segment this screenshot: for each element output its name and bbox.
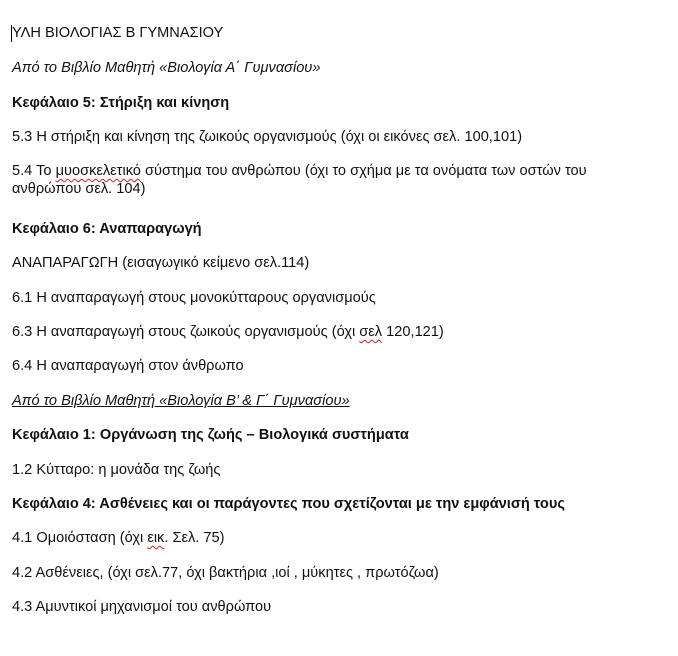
item-6-4: 6.4 Η αναπαραγωγή στον άνθρωπο (12, 358, 244, 374)
chapter-1-heading: Κεφάλαιο 1: Οργάνωση της ζωής – Βιολογικά συστήματα (12, 427, 409, 443)
item-4-1 (12, 529, 225, 547)
item-4-1-suffix: . Σελ. 75) (164, 530, 225, 546)
source-book-a: Από το Βιβλίο Μαθητή «Βιολογία Α΄ Γυμνασίου» (12, 60, 321, 76)
item-6-1: 6.1 Η αναπαραγωγή στους μονοκύτταρους οργανισμούς (12, 290, 376, 306)
spellcheck-flagged-word[interactable]: μυοσκελετικό (55, 163, 141, 179)
spellcheck-flagged-word[interactable]: σελ (359, 324, 383, 340)
item-5-4-suffix: σύστημα του ανθρώπου (όχι το σχήμα με τα ονόματα των οστών του ανθρώπου σελ. 104) (12, 163, 587, 197)
source-book-b: Από το Βιβλίο Μαθητή «Βιολογία Β’ & Γ΄ Γυμνασίου» (12, 393, 350, 409)
reproduction-intro: ΑΝΑΠΑΡΑΓΩΓΗ (εισαγωγικό κείμενο σελ.114) (12, 255, 310, 271)
item-4-1-prefix: 4.1 Ομοιόσταση (όχι (12, 530, 148, 546)
chapter-4-heading: Κεφάλαιο 4: Ασθένειες και οι παράγοντες που σχετίζονται με την εμφάνισή τους (12, 496, 565, 512)
chapter-6-heading: Κεφάλαιο 6: Αναπαραγωγή (12, 221, 202, 237)
document-title: ΥΛΗ ΒΙΟΛΟΓΙΑΣ Β ΓΥΜΝΑΣΙΟΥ (12, 25, 224, 41)
item-5-4 (12, 162, 612, 198)
item-6-3-suffix: 120,121) (382, 324, 444, 340)
item-5-3: 5.3 Η στήριξη και κίνηση της ζωικούς οργανισμούς (όχι οι εικόνες σελ. 100,101) (12, 129, 523, 145)
chapter-5-heading: Κεφάλαιο 5: Στήριξη και κίνηση (12, 95, 230, 111)
item-6-3-prefix: 6.3 Η αναπαραγωγή στους ζωικούς οργανισμούς (όχι (12, 324, 360, 340)
item-4-3: 4.3 Αμυντικοί μηχανισμοί του ανθρώπου (12, 599, 272, 615)
spellcheck-flagged-word[interactable]: εικ (147, 530, 165, 546)
item-1-2: 1.2 Κύτταρο: η μονάδα της ζωής (12, 462, 221, 478)
item-5-4-prefix: 5.4 Το (12, 163, 56, 179)
item-6-3 (12, 323, 444, 341)
item-4-2: 4.2 Ασθένειες, (όχι σελ.77, όχι βακτήρια ,ιοί , μύκητες , πρωτόζωα) (12, 565, 439, 581)
